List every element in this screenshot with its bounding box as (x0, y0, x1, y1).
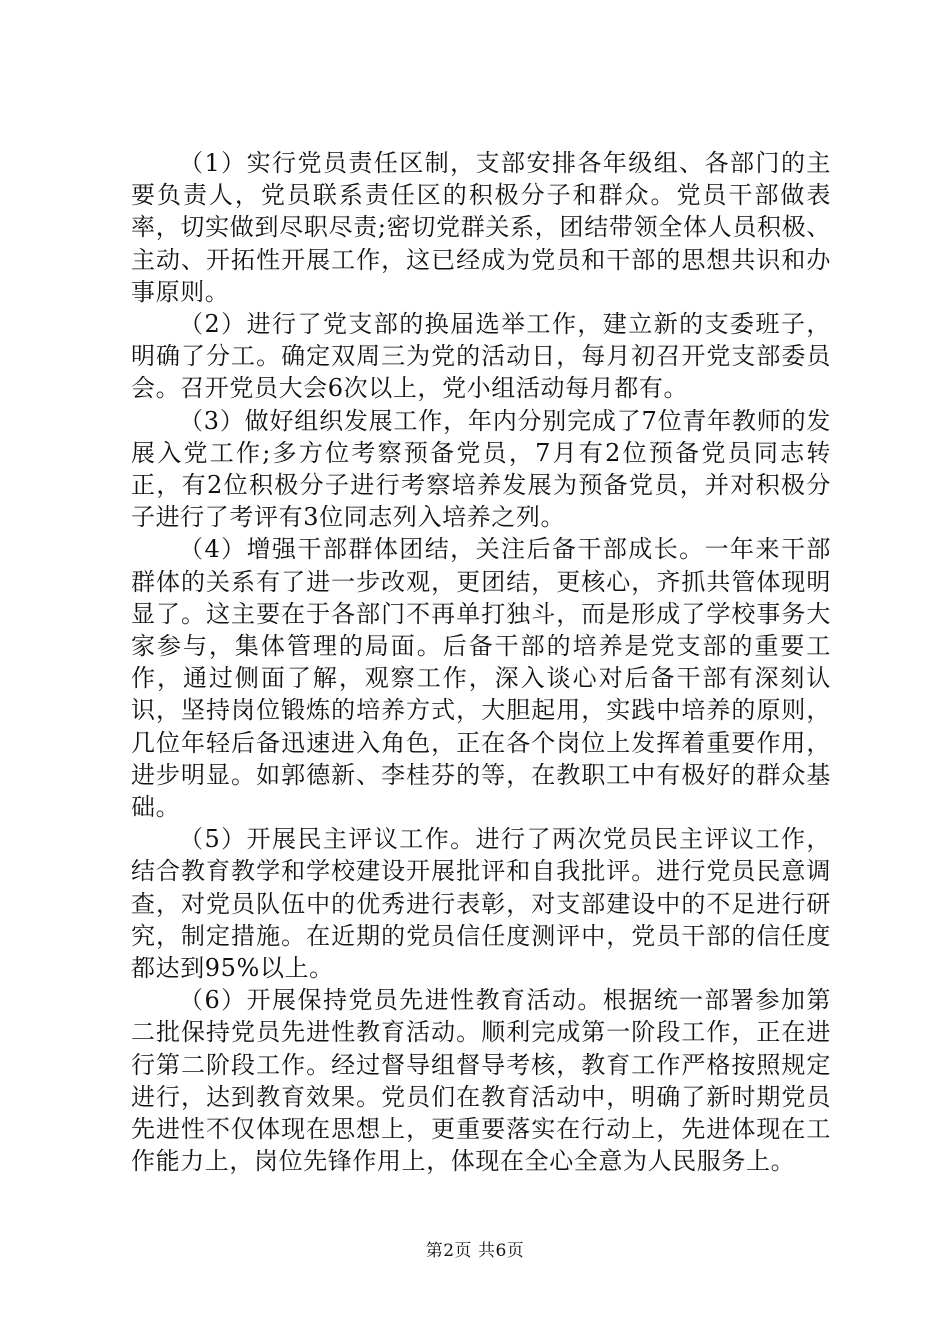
page-number-footer: 第2页 共6页 (425, 1241, 525, 1261)
paragraph-1: （1）实行党员责任区制，支部安排各年级组、各部门的主要负责人，党员联系责任区的积极分子和群众。党员干部做表率，切实做到尽职尽责;密切党群关系，团结带领全体人员积极、主动、开拓性开展工作，这已经成为党员和干部的思想共识和办事原则。 (131, 149, 831, 306)
paragraph-4: （4）增强干部群体团结，关注后备干部成长。一年来干部群体的关系有了进一步改观，更团结，更核心，齐抓共管体现明显了。这主要在于各部门不再单打独斗，而是形成了学校事务大家参与，集体管理的局面。后备干部的培养是党支部的重要工作，通过侧面了解，观察工作，深入谈心对后备干部有深刻认识，坚持岗位锻炼的培养方式，大胆起用，实践中培养的原则，几位年轻后备迅速进入角色，正在各个岗位上发挥着重要作用，进步明显。如郭德新、李桂芬的等，在教职工中有极好的群众基础。 (131, 535, 831, 822)
paragraph-3: （3）做好组织发展工作，年内分别完成了7位青年教师的发展入党工作;多方位考察预备党员，7月有2位预备党员同志转正，有2位积极分子进行考察培养发展为预备党员，并对积极分子进行了考评有3位同志列入培养之列。 (131, 406, 831, 532)
paragraph-5: （5）开展民主评议工作。进行了两次党员民主评议工作，结合教育教学和学校建设开展批评和自我批评。进行党员民意调查，对党员队伍中的优秀进行表彰，对支部建设中的不足进行研究，制定措施。在近期的党员信任度测评中，党员干部的信任度都达到95%以上。 (131, 825, 831, 983)
paragraph-2: （2）进行了党支部的换届选举工作，建立新的支委班子，明确了分工。确定双周三为党的活动日，每月初召开党支部委员会。召开党员大会6次以上，党小组活动每月都有。 (131, 310, 831, 403)
paragraph-6: （6）开展保持党员先进性教育活动。根据统一部署参加第二批保持党员先进性教育活动。顺利完成第一阶段工作，正在进行第二阶段工作。经过督导组督导考核，教育工作严格按照规定进行，达到教育效果。党员们在教育活动中，明确了新时期党员先进性不仅体现在思想上，更重要落实在行动上，先进体现在工作能力上，岗位先锋作用上，体现在全心全意为人民服务上。 (131, 986, 831, 1176)
document-body (131, 147, 831, 1178)
